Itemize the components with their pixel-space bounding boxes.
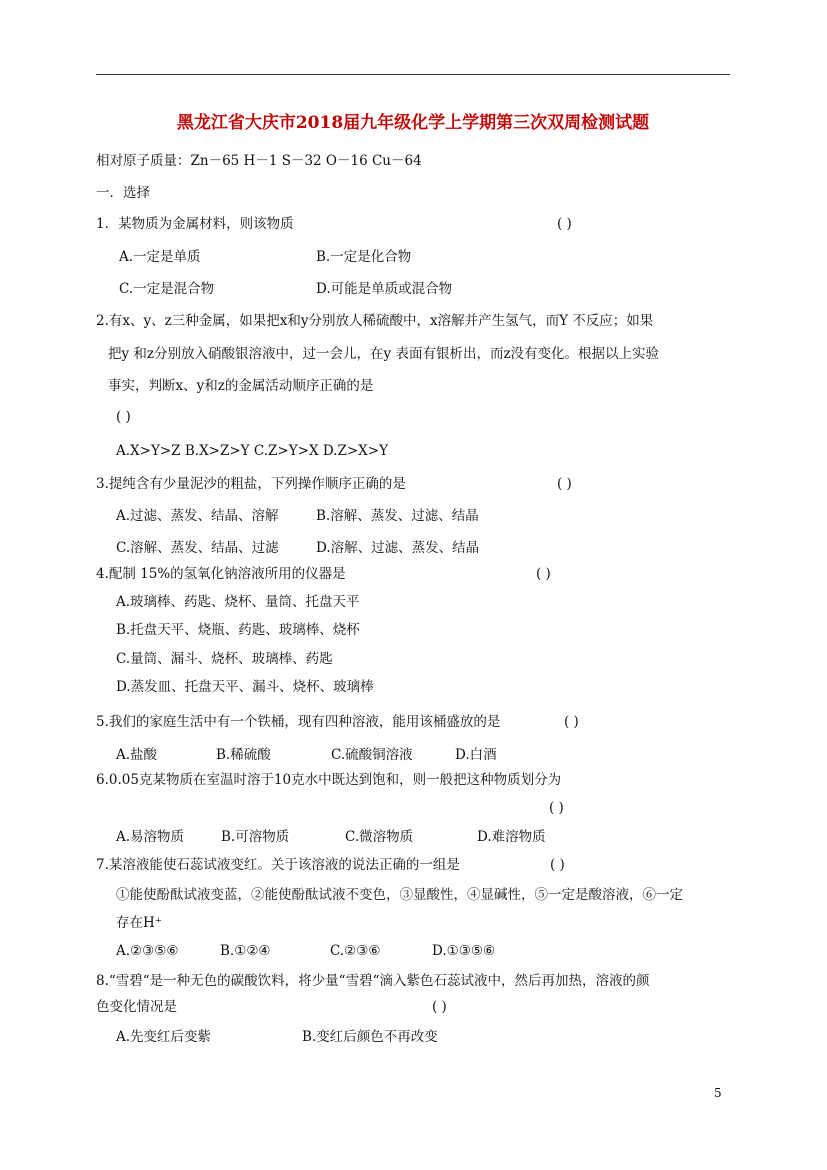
page-number: 5: [714, 1086, 722, 1100]
question-6-answer-blank: ( ): [549, 800, 564, 816]
question-7-option-b: B.①②④: [220, 943, 271, 959]
question-2-stem-line-2: 把y 和z分别放入硝酸银溶液中，过一会儿，在y 表面有银析出，而z没有变化。根据以上实验: [108, 346, 660, 362]
question-3-stem: 3.提纯含有少量泥沙的粗盐，下列操作顺序正确的是: [96, 476, 406, 492]
question-6-option-c: C.微溶物质: [345, 829, 414, 845]
header-rule: [96, 74, 730, 75]
atomic-mass-line: 相对原子质量：Zn－65 H－1 S－32 O－16 Cu－64: [96, 153, 422, 169]
question-5-option-a: A.盐酸: [116, 747, 158, 763]
question-1-answer-blank: ( ): [557, 216, 572, 232]
question-3-option-b: B.溶解、蒸发、过滤、结晶: [316, 508, 479, 524]
question-2-answer-blank: ( ): [116, 409, 131, 425]
question-4-option-b: B.托盘天平、烧瓶、药匙、玻璃棒、烧杯: [116, 622, 360, 638]
question-1-option-c: C.一定是混合物: [119, 281, 215, 297]
question-1-option-b: B.一定是化合物: [316, 249, 412, 265]
question-6-option-b: B.可溶物质: [221, 829, 290, 845]
question-7-statements-line-1: ①能使酚酞试液变蓝，②能使酚酞试液不变色，③显酸性，④显碱性，⑤一定是酸溶液，⑥一定: [116, 887, 683, 903]
question-6-stem: 6.0.05克某物质在室温时溶于10克水中既达到饱和，则一般把这种物质划分为: [96, 772, 562, 788]
question-8-stem-line-1: 8.“雪碧“是一种无色的碳酸饮料，将少量“雪碧“滴入紫色石蕊试液中，然后再加热，溶液的颜: [96, 973, 650, 989]
question-7-option-a: A.②③⑤⑥: [116, 943, 179, 959]
question-7-stem: 7.某溶液能使石蕊试液变红。关于该溶液的说法正确的一组是: [96, 857, 460, 873]
question-5-option-b: B.稀硫酸: [216, 747, 271, 763]
question-7-answer-blank: ( ): [550, 857, 565, 873]
question-7-option-c: C.②③⑥: [330, 943, 381, 959]
question-8-option-a: A.先变红后变紫: [116, 1029, 212, 1045]
question-2-stem-line-1: 2.有x、y、z三种金属，如果把x和y分别放人稀硫酸中，x溶解并产生氢气，而Y 不反应；如果: [96, 313, 654, 329]
question-3-answer-blank: ( ): [557, 476, 572, 492]
question-4-answer-blank: ( ): [536, 566, 551, 582]
question-7-statements-line-2: 存在H⁺: [116, 915, 162, 931]
question-8-answer-blank: ( ): [432, 999, 447, 1015]
question-1-option-a: A.一定是单质: [119, 249, 201, 265]
question-5-stem: 5.我们的家庭生活中有一个铁桶，现有四种溶液，能用该桶盛放的是: [96, 714, 501, 730]
question-6-option-d: D.难溶物质: [477, 829, 546, 845]
question-5-option-c: C.硫酸铜溶液: [331, 747, 413, 763]
question-8-stem-line-2: 色变化情况是: [96, 999, 177, 1015]
question-4-stem: 4.配制 15%的氢氧化钠溶液所用的仪器是: [96, 566, 346, 582]
section-heading: 一．选择: [96, 185, 150, 201]
question-4-option-a: A.玻璃棒、药匙、烧杯、量筒、托盘天平: [116, 594, 360, 610]
question-7-option-d: D.①③⑤⑥: [432, 943, 496, 959]
question-1-option-d: D.可能是单质或混合物: [316, 281, 453, 297]
question-2-options: A.X>Y>Z B.X>Z>Y C.Z>Y>X D.Z>X>Y: [116, 443, 389, 459]
question-4-option-c: C.量筒、漏斗、烧杯、玻璃棒、药匙: [116, 651, 333, 667]
question-8-option-b: B.变红后颜色不再改变: [302, 1029, 438, 1045]
question-4-option-d: D.蒸发皿、托盘天平、漏斗、烧杯、玻璃棒: [116, 679, 374, 695]
question-5-option-d: D.白酒: [455, 747, 497, 763]
question-5-answer-blank: ( ): [564, 714, 579, 730]
question-2-stem-line-3: 事实，判断x、y和z的金属活动顺序正确的是: [108, 378, 374, 394]
page-title: 黑龙江省大庆市2018届九年级化学上学期第三次双周检测试题: [176, 113, 650, 133]
question-3-option-a: A.过滤、蒸发、结晶、溶解: [116, 508, 279, 524]
question-1-stem: 1．某物质为金属材料，则该物质: [96, 216, 294, 232]
question-3-option-c: C.溶解、蒸发、结晶、过滤: [116, 540, 279, 556]
question-6-option-a: A.易溶物质: [116, 829, 185, 845]
question-3-option-d: D.溶解、过滤、蒸发、结晶: [316, 540, 480, 556]
